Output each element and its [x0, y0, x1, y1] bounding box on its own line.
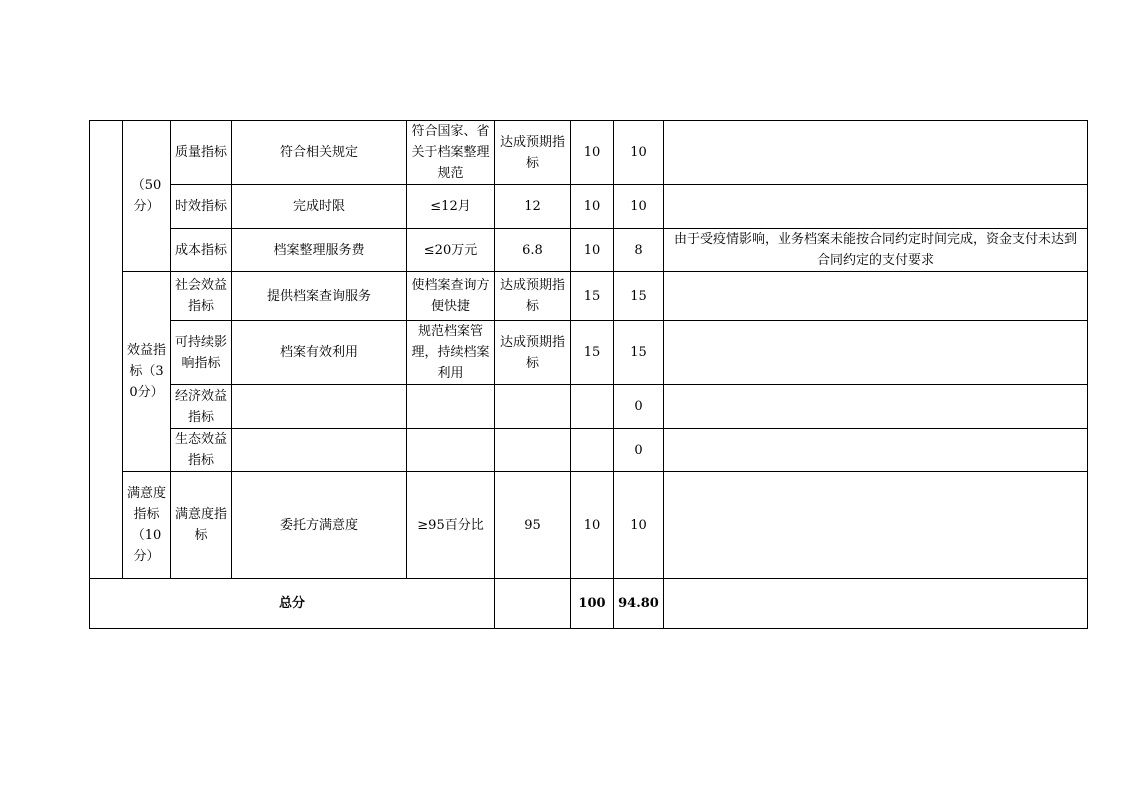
- item-cell: 档案整理服务费: [232, 229, 407, 272]
- total-actual-cell: [495, 579, 571, 629]
- score-cell: 10: [614, 472, 664, 579]
- reason-cell: [664, 121, 1088, 185]
- weight-cell: 10: [571, 472, 614, 579]
- item-cell: 完成时限: [232, 185, 407, 229]
- item-cell: 委托方满意度: [232, 472, 407, 579]
- category-cell: （50分）: [123, 121, 171, 272]
- target-cell: 符合国家、省关于档案整理规范: [407, 121, 495, 185]
- target-cell: 使档案查询方便快捷: [407, 272, 495, 321]
- total-weight-cell: 100: [571, 579, 614, 629]
- actual-cell: 6.8: [495, 229, 571, 272]
- table-row: [90, 385, 1088, 429]
- sub-indicator-cell: 经济效益指标: [171, 385, 232, 429]
- target-cell: [407, 429, 495, 472]
- reason-cell: 由于受疫情影响，业务档案未能按合同约定时间完成，资金支付未达到合同约定的支付要求: [664, 229, 1088, 272]
- score-cell: 10: [614, 185, 664, 229]
- weight-cell: 10: [571, 229, 614, 272]
- table-row: [90, 121, 1088, 185]
- performance-table: [89, 120, 1088, 629]
- sub-indicator-cell: 可持续影响指标: [171, 321, 232, 385]
- category-cell: 满意度指标（10分）: [123, 472, 171, 579]
- reason-cell: [664, 272, 1088, 321]
- reason-cell: [664, 385, 1088, 429]
- score-cell: 8: [614, 229, 664, 272]
- sub-indicator-cell: 社会效益指标: [171, 272, 232, 321]
- weight-cell: 10: [571, 121, 614, 185]
- item-cell: 符合相关规定: [232, 121, 407, 185]
- actual-cell: [495, 385, 571, 429]
- reason-cell: [664, 321, 1088, 385]
- sub-indicator-cell: 时效指标: [171, 185, 232, 229]
- sub-indicator-cell: 满意度指标: [171, 472, 232, 579]
- actual-cell: [495, 429, 571, 472]
- target-cell: 规范档案管理，持续档案利用: [407, 321, 495, 385]
- reason-cell: [664, 185, 1088, 229]
- table-row: [90, 472, 1088, 579]
- target-cell: ≤20万元: [407, 229, 495, 272]
- category-cell: 效益指标（30分）: [123, 272, 171, 472]
- weight-cell: 15: [571, 321, 614, 385]
- score-cell: 0: [614, 385, 664, 429]
- weight-cell: 15: [571, 272, 614, 321]
- table-row: [90, 185, 1088, 229]
- sub-indicator-cell: 成本指标: [171, 229, 232, 272]
- table-row: [90, 272, 1088, 321]
- item-cell: 提供档案查询服务: [232, 272, 407, 321]
- item-cell: [232, 385, 407, 429]
- sub-indicator-cell: 生态效益指标: [171, 429, 232, 472]
- total-score-cell: 94.80: [614, 579, 664, 629]
- score-cell: 10: [614, 121, 664, 185]
- reason-cell: [664, 429, 1088, 472]
- target-cell: ≤12月: [407, 185, 495, 229]
- actual-cell: 达成预期指标: [495, 321, 571, 385]
- table-row: [90, 321, 1088, 385]
- actual-cell: 12: [495, 185, 571, 229]
- score-cell: 15: [614, 272, 664, 321]
- first-level-indicator-cell: [90, 121, 123, 579]
- target-cell: ≥95百分比: [407, 472, 495, 579]
- sub-indicator-cell: 质量指标: [171, 121, 232, 185]
- reason-cell: [664, 472, 1088, 579]
- actual-cell: 达成预期指标: [495, 272, 571, 321]
- total-label: 总分: [90, 579, 495, 629]
- item-cell: [232, 429, 407, 472]
- weight-cell: [571, 429, 614, 472]
- weight-cell: [571, 385, 614, 429]
- total-row: [90, 579, 1088, 629]
- actual-cell: 95: [495, 472, 571, 579]
- table-row: [90, 429, 1088, 472]
- table-row: [90, 229, 1088, 272]
- item-cell: 档案有效利用: [232, 321, 407, 385]
- score-cell: 15: [614, 321, 664, 385]
- actual-cell: 达成预期指标: [495, 121, 571, 185]
- total-reason-cell: [664, 579, 1088, 629]
- target-cell: [407, 385, 495, 429]
- score-cell: 0: [614, 429, 664, 472]
- weight-cell: 10: [571, 185, 614, 229]
